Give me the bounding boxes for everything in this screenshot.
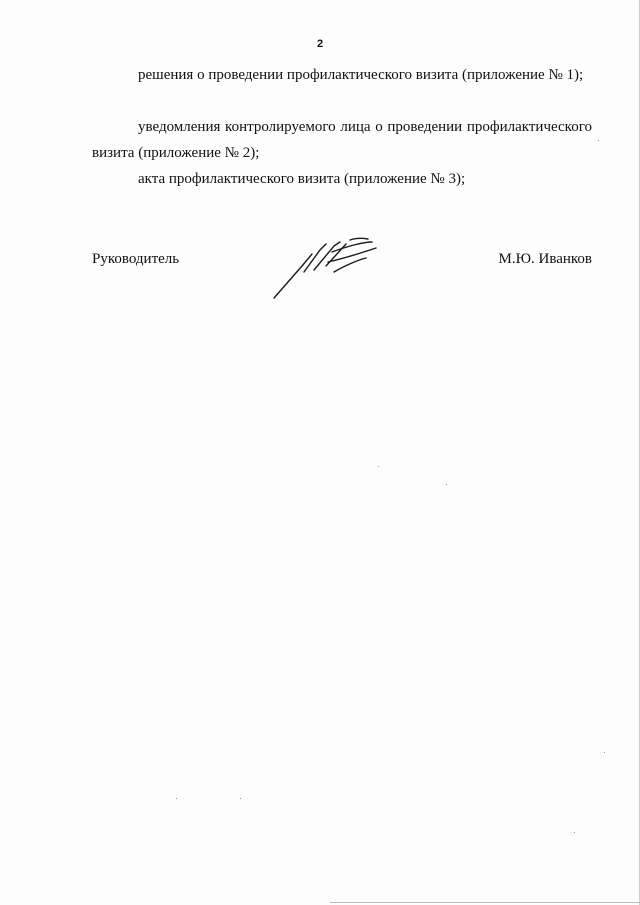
scan-speck	[176, 798, 177, 799]
scan-speck	[574, 832, 575, 833]
signatory-name: М.Ю. Иванков	[498, 251, 592, 267]
scan-speck	[378, 466, 379, 467]
scan-speck	[240, 798, 241, 799]
handwritten-signature	[268, 232, 388, 304]
page-number: 2	[316, 38, 324, 50]
scan-speck	[446, 484, 447, 485]
scan-edge	[330, 902, 640, 903]
signatory-title: Руководитель	[92, 251, 180, 267]
list-item: решения о проведении профилактического визита (приложение № 1);	[138, 67, 584, 83]
list-item: акта профилактического визита (приложение № 3);	[138, 171, 466, 187]
list-item: уведомления контролируемого лица о проведении профилактического визита (приложение № 2);	[92, 119, 592, 161]
scan-speck	[598, 140, 599, 141]
scan-speck	[604, 752, 605, 753]
